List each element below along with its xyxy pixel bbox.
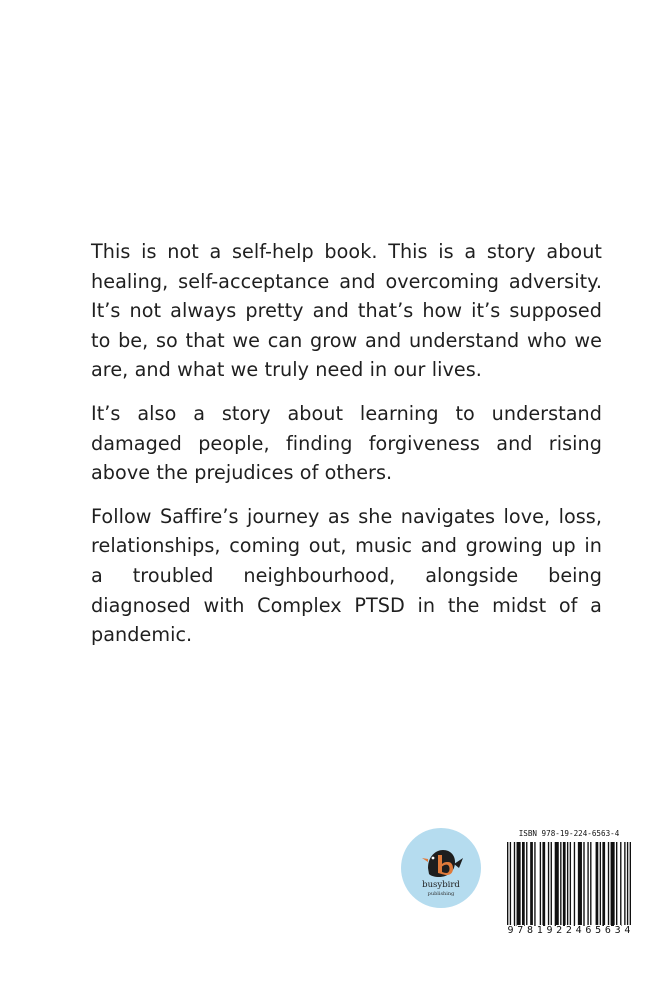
barcode-bar (578, 842, 582, 926)
barcode-bar (574, 842, 575, 926)
publisher-logo (401, 828, 481, 908)
barcode-bar (510, 842, 511, 930)
barcode-bar (630, 842, 631, 930)
barcode-bar (517, 842, 521, 926)
barcode-bar (602, 842, 605, 926)
barcode-bar (570, 842, 571, 930)
isbn-label: ISBN 978-19-224-6563-4 (518, 829, 620, 838)
barcode-bar (507, 842, 508, 930)
barcode-bar (587, 842, 588, 926)
barcode-bar (522, 842, 525, 926)
barcode-bar (620, 842, 621, 926)
barcode-digit: 3 (614, 925, 621, 936)
barcode-bar (555, 842, 559, 926)
blurb-paragraph-3: Follow Saffire’s journey as she navigates love, loss, relationships, coming out, music and growing up in a troubled neighbourhood, alongside being diagnosed with Complex PTSD in the midst of a pandemic. (91, 504, 602, 647)
blurb-paragraph-1: This is not a self-help book. This is a story about healing, self-acceptance and overcoming adversity. It’s not always pretty and that’s how it’s supposed to be, so that we can grow and understand who we are, and what we truly need in our lives. (91, 240, 602, 382)
barcode-bar (548, 842, 549, 926)
barcode-digit: 9 (546, 925, 553, 936)
barcode-bar (560, 842, 561, 926)
barcode-bar (611, 842, 615, 926)
barcode-bar (567, 842, 568, 930)
blurb-paragraph-2: It’s also a story about learning to understand damaged people, finding forgiveness and rising above the prejudices of others. (91, 401, 602, 485)
barcode-bar (583, 842, 584, 926)
barcode-bar (563, 842, 566, 926)
barcode-digit: 6 (604, 925, 611, 936)
barcode-digits (507, 925, 631, 936)
barcode-bar (514, 842, 515, 926)
barcode-digit: 9 (507, 925, 514, 936)
barcode-digit: 6 (585, 925, 592, 936)
barcode-bar (526, 842, 527, 926)
barcode-bar (534, 842, 535, 926)
barcode-bar (624, 842, 625, 926)
barcode-bar (530, 842, 533, 926)
barcode-bar (590, 842, 591, 926)
barcode-bar (600, 842, 601, 926)
barcode-digit: 5 (595, 925, 602, 936)
barcode-digit: 4 (575, 925, 582, 936)
barcode-digit: 4 (624, 925, 631, 936)
barcode-bar (627, 842, 628, 930)
barcode-bar (608, 842, 609, 926)
barcode-digit: 7 (517, 925, 524, 936)
barcode-digit: 1 (536, 925, 543, 936)
barcode-digit: 2 (556, 925, 563, 936)
barcode-bar (616, 842, 617, 926)
barcode-bar (542, 842, 545, 926)
barcode-bar (596, 842, 599, 926)
barcode-bars (507, 842, 631, 930)
barcode-bar (551, 842, 552, 926)
barcode-digit: 8 (526, 925, 533, 936)
back-cover-blurb (91, 237, 602, 664)
publisher-tagline: publishing (427, 891, 455, 897)
barcode-digit: 2 (565, 925, 572, 936)
barcode-bar (540, 842, 541, 926)
publisher-name: busybird (422, 880, 460, 890)
